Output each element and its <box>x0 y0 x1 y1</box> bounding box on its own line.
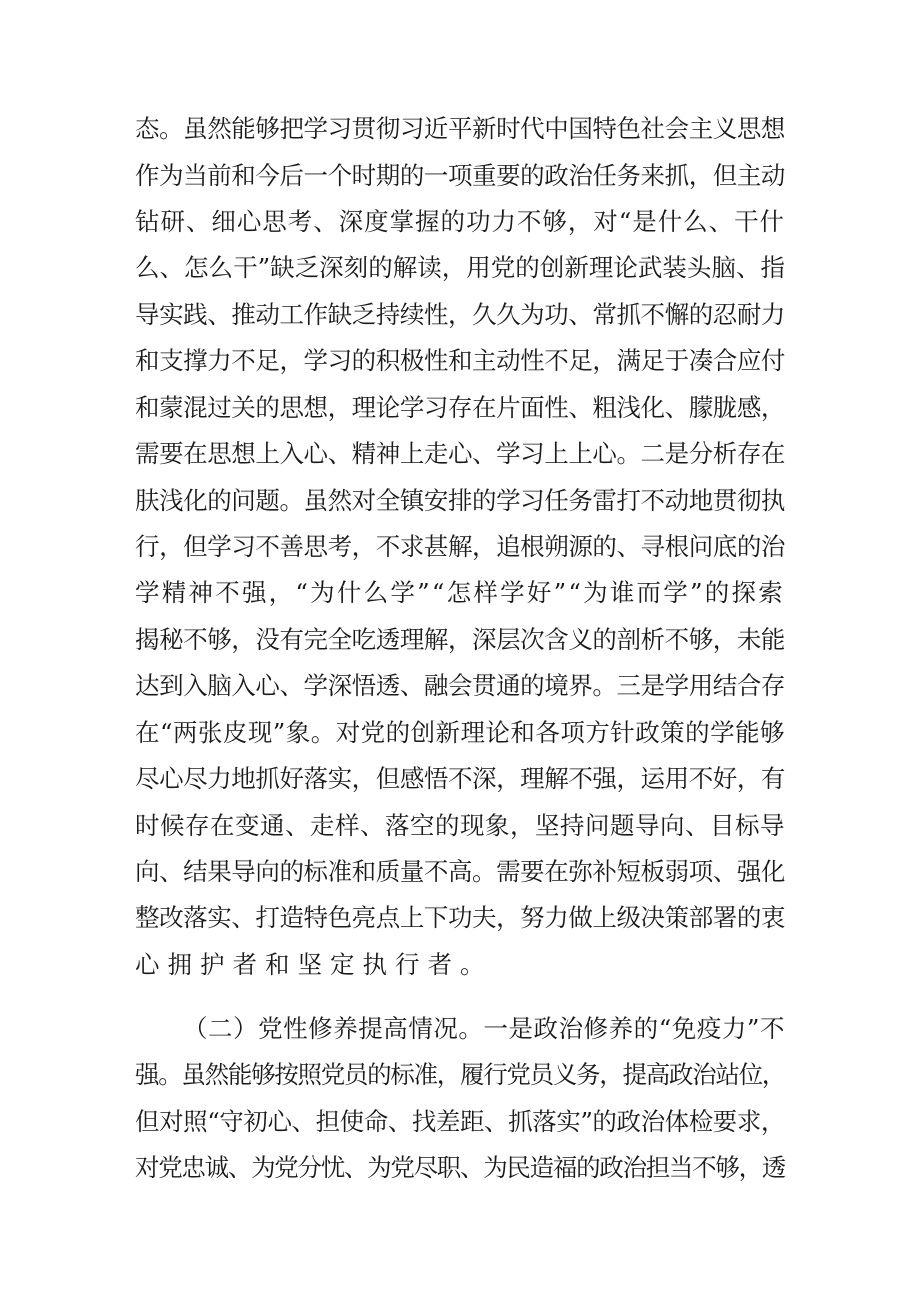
paragraph-line: 态。虽然能够把学习贯彻习近平新时代中国特色社会主义思想 <box>135 114 785 143</box>
paragraph-line: 揭秘不够，没有完全吃透理解，深层次含义的剖析不够，未能 <box>135 625 785 654</box>
paragraph-line: 么、怎么干”缺乏深刻的解读，用党的创新理论武装头脑、指 <box>135 253 785 282</box>
paragraph-line: 行，但学习不善思考，不求甚解，追根朔源的、寻根问底的治 <box>135 532 785 561</box>
section-heading-line: （二）党性修养提高情况。一是政治修养的“免疫力”不 <box>183 1014 785 1043</box>
paragraph-line: 心拥护者和坚定执行者。 <box>135 950 493 979</box>
paragraph-line: 作为当前和今后一个时期的一项重要的政治任务来抓，但主动 <box>135 161 785 190</box>
paragraph-line: 对党忠诚、为党分忧、为党尽职、为民造福的政治担当不够，透 <box>135 1153 785 1182</box>
paragraph-line: 强。虽然能够按照党员的标准，履行党员义务，提高政治站位， <box>135 1060 785 1089</box>
paragraph-line: 达到入脑入心、学深悟透、融会贯通的境界。三是学用结合存 <box>135 671 785 700</box>
paragraph-line: 在“两张皮现”象。对党的创新理论和各项方针政策的学能够 <box>135 718 785 747</box>
paragraph-line: 整改落实、打造特色亮点上下功夫，努力做上级决策部署的衷 <box>135 903 785 932</box>
paragraph-line: 时候存在变通、走样、落空的现象，坚持问题导向、目标导 <box>135 811 785 840</box>
paragraph-line: 钻研、细心思考、深度掌握的功力不够，对“是什么、干什 <box>135 207 785 236</box>
paragraph-line: 导实践、推动工作缺乏持续性，久久为功、常抓不懈的忍耐力 <box>135 300 785 329</box>
paragraph-line: 和支撑力不足，学习的积极性和主动性不足，满足于凑合应付 <box>135 346 785 375</box>
paragraph-line: 但对照“守初心、担使命、找差距、抓落实”的政治体检要求， <box>135 1107 785 1136</box>
paragraph-line: 肤浅化的问题。虽然对全镇安排的学习任务雷打不动地贯彻执 <box>135 486 785 515</box>
paragraph-line: 学精神不强，“为什么学”“怎样学好”“为谁而学”的探索 <box>135 578 785 607</box>
paragraph-line: 需要在思想上入心、精神上走心、学习上上心。二是分析存在 <box>135 439 785 468</box>
paragraph-line: 向、结果导向的标准和质量不高。需要在弥补短板弱项、强化 <box>135 857 785 886</box>
paragraph-line: 尽心尽力地抓好落实，但感悟不深，理解不强，运用不好，有 <box>135 764 785 793</box>
paragraph-line: 和蒙混过关的思想，理论学习存在片面性、粗浅化、朦胧感， <box>135 393 785 422</box>
